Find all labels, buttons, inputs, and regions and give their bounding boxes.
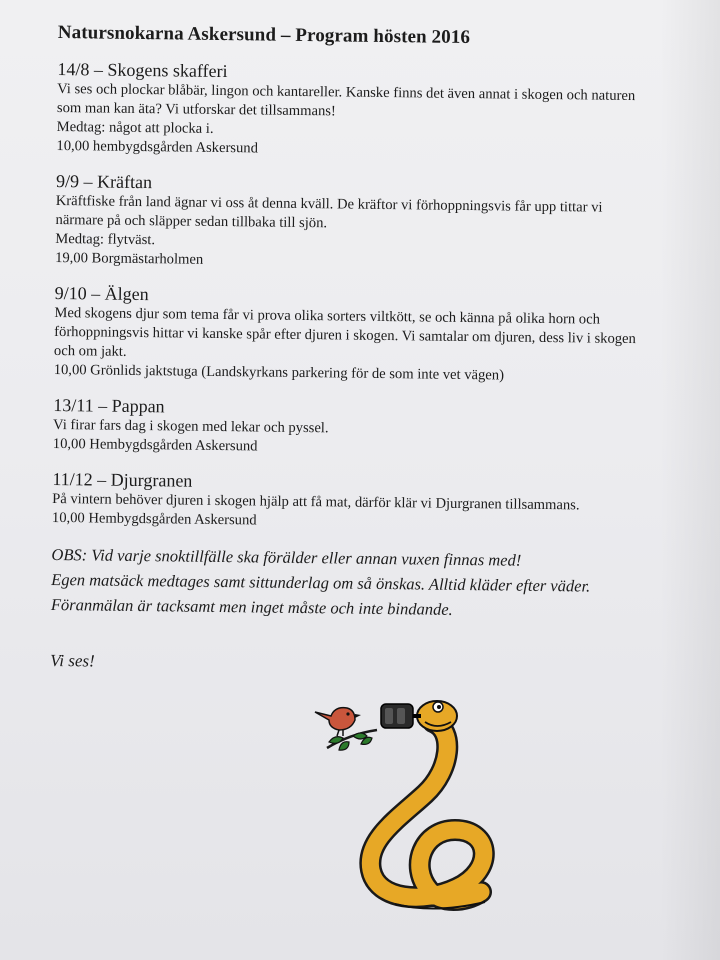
event-time-place: 10,00 Hembygdsgården Askersund (52, 435, 258, 455)
bird-icon (315, 708, 361, 736)
event-time-place: 10,00 Hembygdsgården Askersund (51, 509, 257, 529)
event-description: närmare på och släpper sedan tillbaka till sjön. (55, 211, 328, 232)
event-description: som man kan äta? Vi utforskar det tillsammans! (56, 99, 336, 120)
event-djurgranen (52, 468, 693, 536)
event-time-place: 10,00 hembygdsgården Askersund (56, 137, 259, 157)
binoculars-icon (381, 704, 421, 728)
event-description: Vi ses och plockar blåbär, lingon och kantareller. Kanske finns det även annat i skogen och naturen (57, 80, 636, 105)
document-title: Natursnokarna Askersund – Program hösten 2016 (57, 22, 471, 49)
snake-with-binoculars-icon (305, 690, 525, 930)
leaf-icon (329, 737, 343, 744)
event-description: På vintern behöver djuren i skogen hjälp att få mat, därför klär vi Djurgranen tillsammans. (52, 490, 580, 514)
note-line: Egen matsäck medtages samt sittunderlag om så önskas. Alltid kläder efter väder. (51, 569, 591, 596)
event-time-place: 10,00 Grönlids jaktstuga (Landskyrkans parkering för de som inte vet vägen) (53, 361, 505, 384)
note-line: Föranmälan är tacksamt men inget måste och inte bindande. (50, 594, 453, 619)
event-heading: 9/9 – Kräftan (55, 170, 153, 193)
program-text (50, 22, 698, 679)
event-description: förhoppningsvis hittar vi kanske spår efter djuren i skogen. Vi samtalar om djuren, dess liv i skogen (54, 323, 636, 348)
obs-note (51, 542, 692, 625)
event-bring: Medtag: något att plocka i. (56, 118, 214, 137)
event-description: och om jakt. (53, 342, 127, 360)
note-line: OBS: Vid varje snoktillfälle ska förälder eller annan vuxen finnas med! (51, 544, 522, 570)
event-heading: 14/8 – Skogens skafferi (57, 58, 228, 82)
event-heading: 13/11 – Pappan (53, 394, 165, 417)
event-time-place: 19,00 Borgmästarholmen (55, 249, 204, 268)
snake-icon (370, 701, 485, 909)
event-heading: 11/12 – Djurgranen (52, 468, 193, 491)
event-pappan (53, 394, 694, 462)
event-skogens-skafferi (56, 58, 697, 164)
leaf-icon (339, 742, 349, 750)
event-bring: Medtag: flytväst. (55, 230, 156, 249)
event-heading: 9/10 – Älgen (54, 282, 149, 305)
event-description: Vi firar fars dag i skogen med lekar och pyssel. (52, 416, 329, 437)
branch-icon (327, 730, 377, 750)
event-algen (54, 282, 695, 388)
event-description: Kräftfiske från land ägnar vi oss åt denna kväll. De kräftor vi förhoppningsvis får upp tittar vi (55, 192, 603, 216)
event-kraftan (55, 170, 696, 276)
event-description: Med skogens djur som tema får vi prova olika sorters viltkött, se och känna på olika horn och (54, 304, 601, 328)
closing-text: Vi ses! (50, 650, 95, 671)
